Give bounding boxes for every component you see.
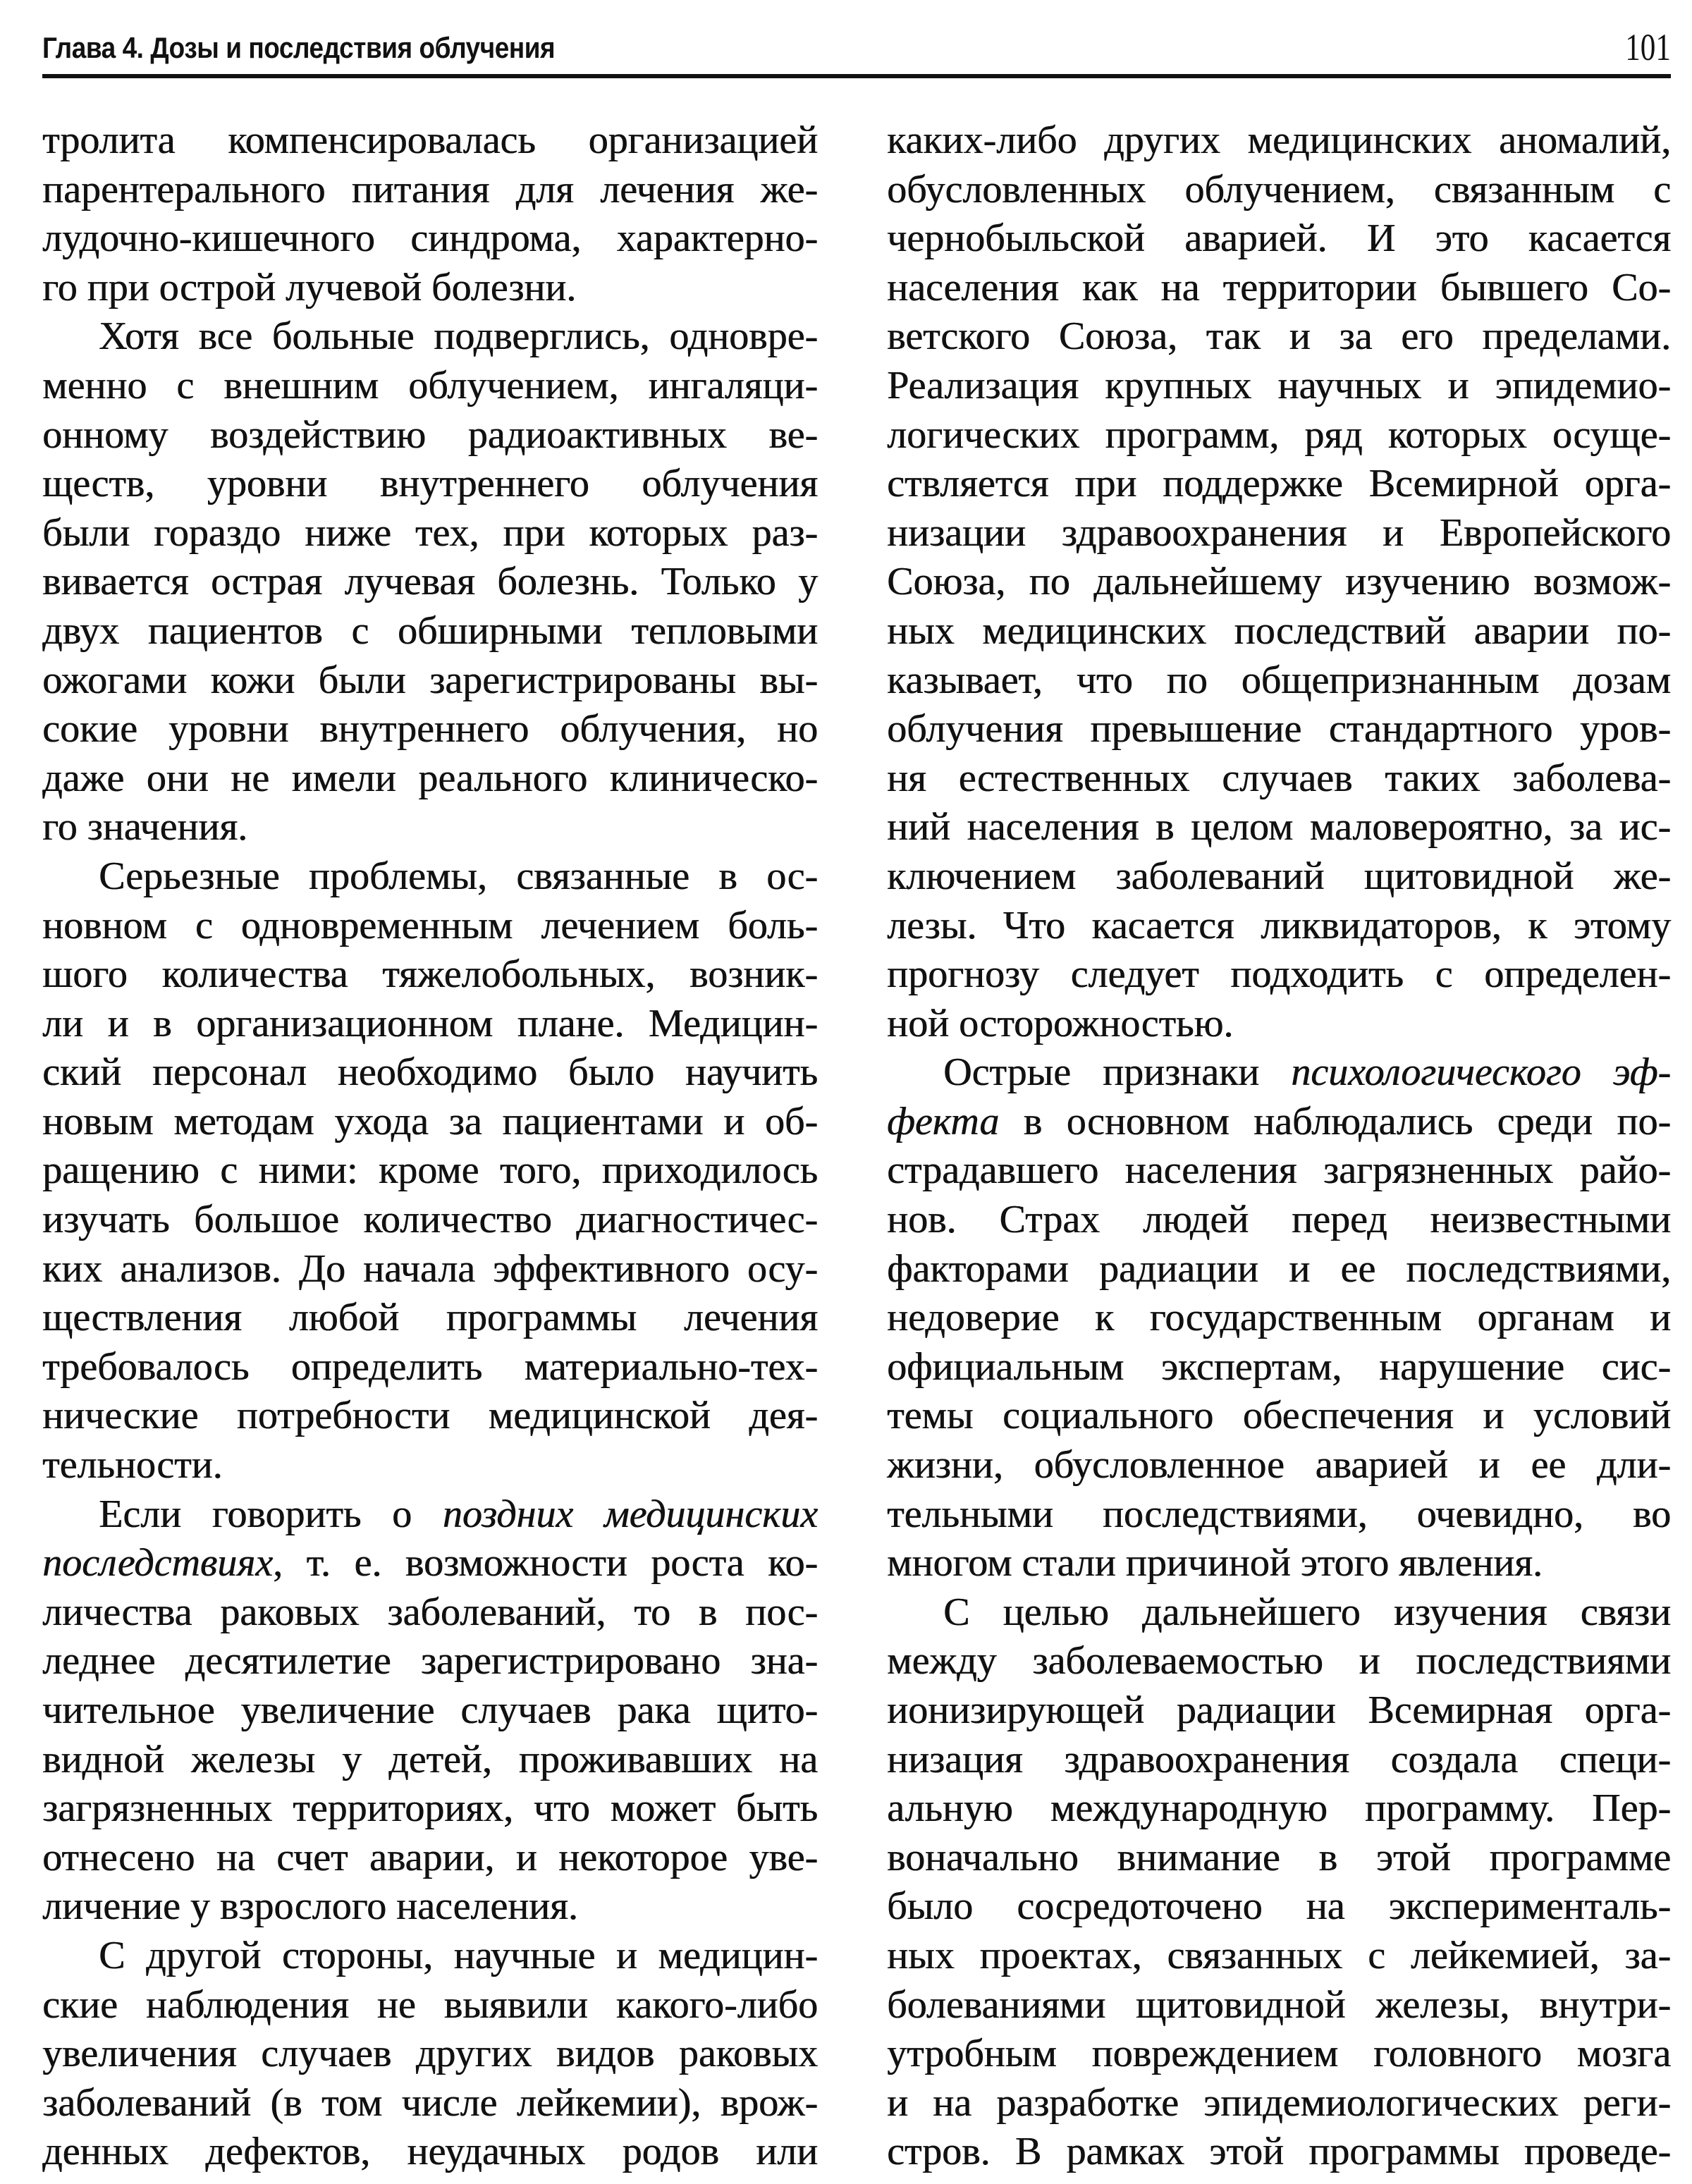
text-line: и на разработке эпидемиологических реги- — [887, 2080, 1671, 2125]
text-line: денных дефектов, неудачных родов или — [42, 2130, 818, 2174]
header-rule — [42, 74, 1671, 78]
text-line: ществления любой программы лечения — [42, 1296, 818, 1340]
text-line: леднее десятилетие зарегистрировано зна- — [42, 1639, 818, 1683]
text-line: казывает, что по общепризнанным дозам — [887, 658, 1671, 702]
text-line: ветского Союза, так и за его пределами. — [887, 314, 1671, 359]
text-line — [887, 1048, 1671, 1098]
text-line: ных медицинских последствий аварии по- — [887, 608, 1671, 653]
text-line: нов. Страх людей перед неизвестными — [887, 1198, 1671, 1242]
text-line: ли и в организационном плане. Медицин- — [42, 1001, 818, 1045]
text-line: парентерального питания для лечения же- — [42, 167, 818, 211]
italic-term: психологического эф- — [1291, 1050, 1671, 1095]
italic-term: последствиях — [42, 1541, 273, 1585]
text-line: между заболеваемостью и последствиями — [887, 1639, 1671, 1683]
text-line: низация здравоохранения создала специ- — [887, 1737, 1671, 1781]
text-line: ких анализов. До начала эффективного осу- — [42, 1246, 818, 1291]
text-line: видной железы у детей, проживавших на — [42, 1737, 818, 1781]
text-line: чительное увеличение случаев рака щито- — [42, 1688, 818, 1732]
text-line: лудочно-кишечного синдрома, характерно- — [42, 216, 818, 261]
text-line: сокие уровни внутреннего облучения, но — [42, 707, 818, 751]
text-line: были гораздо ниже тех, при которых раз- — [42, 510, 818, 555]
text-line: ных проектах, связанных с лейкемией, за- — [887, 1933, 1671, 1977]
text-line: ствляется при поддержке Всемирной орга- — [887, 462, 1671, 506]
text-line: ществ, уровни внутреннего облучения — [42, 462, 818, 506]
text-line: ионизирующей радиации Всемирная орга- — [887, 1688, 1671, 1732]
text-line: низации здравоохранения и Европейского — [887, 510, 1671, 555]
text-line: Реализация крупных научных и эпидемио- — [887, 363, 1671, 407]
text-line: ожогами кожи были зарегистрированы вы- — [42, 658, 818, 702]
text-line: альную международную программу. Пер- — [887, 1786, 1671, 1831]
text-segment: в основном наблюдались среди по- — [999, 1099, 1671, 1143]
text-line: воначально внимание в этой программе — [887, 1835, 1671, 1879]
text-line: личение у взрослого населения. — [42, 1884, 578, 1929]
text-line: Серьезные проблемы, связанные в ос- — [99, 854, 818, 898]
text-line: личества раковых заболеваний, то в пос- — [42, 1590, 818, 1634]
text-line: болеваниями щитовидной железы, внутри- — [887, 1982, 1671, 2027]
text-line: вивается острая лучевая болезнь. Только у — [42, 560, 818, 604]
text-line: С целью дальнейшего изучения связи — [943, 1590, 1671, 1634]
text-line: обусловленных облучением, связанным с — [887, 167, 1671, 211]
text-line: ня естественных случаев таких заболева- — [887, 756, 1671, 800]
text-line: тролита компенсировалась организацией — [42, 118, 818, 162]
text-line: даже они не имели реального клиническо- — [42, 756, 818, 800]
text-line: двух пациентов с обширными тепловыми — [42, 608, 818, 653]
text-line: ключением заболеваний щитовидной же- — [887, 854, 1671, 898]
text-line — [887, 1098, 1671, 1147]
italic-term: фекта — [887, 1099, 1000, 1143]
text-line — [42, 1539, 818, 1588]
text-line: населения как на территории бывшего Со- — [887, 265, 1671, 309]
text-segment: Если говорить о — [99, 1492, 443, 1536]
text-line: утробным повреждением головного мозга — [887, 2032, 1671, 2076]
text-line: лезы. Что касается ликвидаторов, к этому — [887, 903, 1671, 947]
text-line: жизни, обусловленное аварией и ее дли- — [887, 1443, 1671, 1487]
text-line: факторами радиации и ее последствиями, — [887, 1246, 1671, 1291]
text-line: ний населения в целом маловероятно, за ис- — [887, 805, 1671, 849]
text-line: требовалось определить материально-тех- — [42, 1344, 818, 1389]
text-segment: , т. е. возможности роста ко- — [272, 1541, 818, 1585]
page-number: 101 — [1625, 26, 1671, 68]
text-line: менно с внешним облучением, ингаляци- — [42, 363, 818, 407]
text-line: было сосредоточено на эксперименталь- — [887, 1884, 1671, 1929]
text-line: стров. В рамках этой программы проведе- — [887, 2130, 1671, 2174]
text-segment: Острые признаки — [943, 1050, 1292, 1095]
text-line: страдавшего населения загрязненных райо- — [887, 1148, 1671, 1193]
text-line: многом стали причиной этого явления. — [887, 1541, 1543, 1585]
text-line: логических программ, ряд которых осуще- — [887, 412, 1671, 457]
text-line: тельными последствиями, очевидно, во — [887, 1492, 1671, 1536]
text-line: го значения. — [42, 805, 247, 849]
text-line: официальным экспертам, нарушение сис- — [887, 1344, 1671, 1389]
text-line: отнесено на счет аварии, и некоторое уве- — [42, 1835, 818, 1879]
text-line: шого количества тяжелобольных, возник- — [42, 952, 818, 997]
text-line: чернобыльской аварией. И это касается — [887, 216, 1671, 261]
text-line: нические потребности медицинской дея- — [42, 1394, 818, 1438]
text-line: новном с одновременным лечением боль- — [42, 903, 818, 947]
text-line: изучать большое количество диагностичес- — [42, 1198, 818, 1242]
text-line: тельности. — [42, 1443, 223, 1487]
text-column-left — [42, 116, 818, 2177]
running-header-title: Глава 4. Дозы и последствия облучения — [42, 31, 556, 64]
text-line: загрязненных территориях, что может быть — [42, 1786, 818, 1831]
text-line: ские наблюдения не выявили какого-либо — [42, 1982, 818, 2027]
text-line — [42, 1490, 818, 1540]
text-line: каких-либо других медицинских аномалий, — [887, 118, 1671, 162]
text-line: недоверие к государственным органам и — [887, 1296, 1671, 1340]
text-line: С другой стороны, научные и медицин- — [99, 1933, 818, 1977]
text-line: ной осторожностью. — [887, 1001, 1234, 1045]
text-line: Союза, по дальнейшему изучению возмож- — [887, 560, 1671, 604]
text-line: прогнозу следует подходить с определен- — [887, 952, 1671, 997]
text-line: увеличения случаев других видов раковых — [42, 2032, 818, 2076]
text-line: заболеваний (в том числе лейкемии), врож- — [42, 2080, 818, 2125]
italic-term: поздних медицинских — [442, 1492, 818, 1536]
text-line: онному воздействию радиоактивных ве- — [42, 412, 818, 457]
text-line: ский персонал необходимо было научить — [42, 1050, 818, 1095]
text-line: облучения превышение стандартного уров- — [887, 707, 1671, 751]
text-line: Хотя все больные подверглись, одновре- — [99, 314, 818, 359]
text-line: го при острой лучевой болезни. — [42, 265, 577, 309]
text-line: темы социального обеспечения и условий — [887, 1394, 1671, 1438]
text-column-right — [887, 116, 1671, 2177]
text-line: новым методам ухода за пациентами и об- — [42, 1099, 818, 1143]
text-line: ращению с ними: кроме того, приходилось — [42, 1148, 818, 1193]
